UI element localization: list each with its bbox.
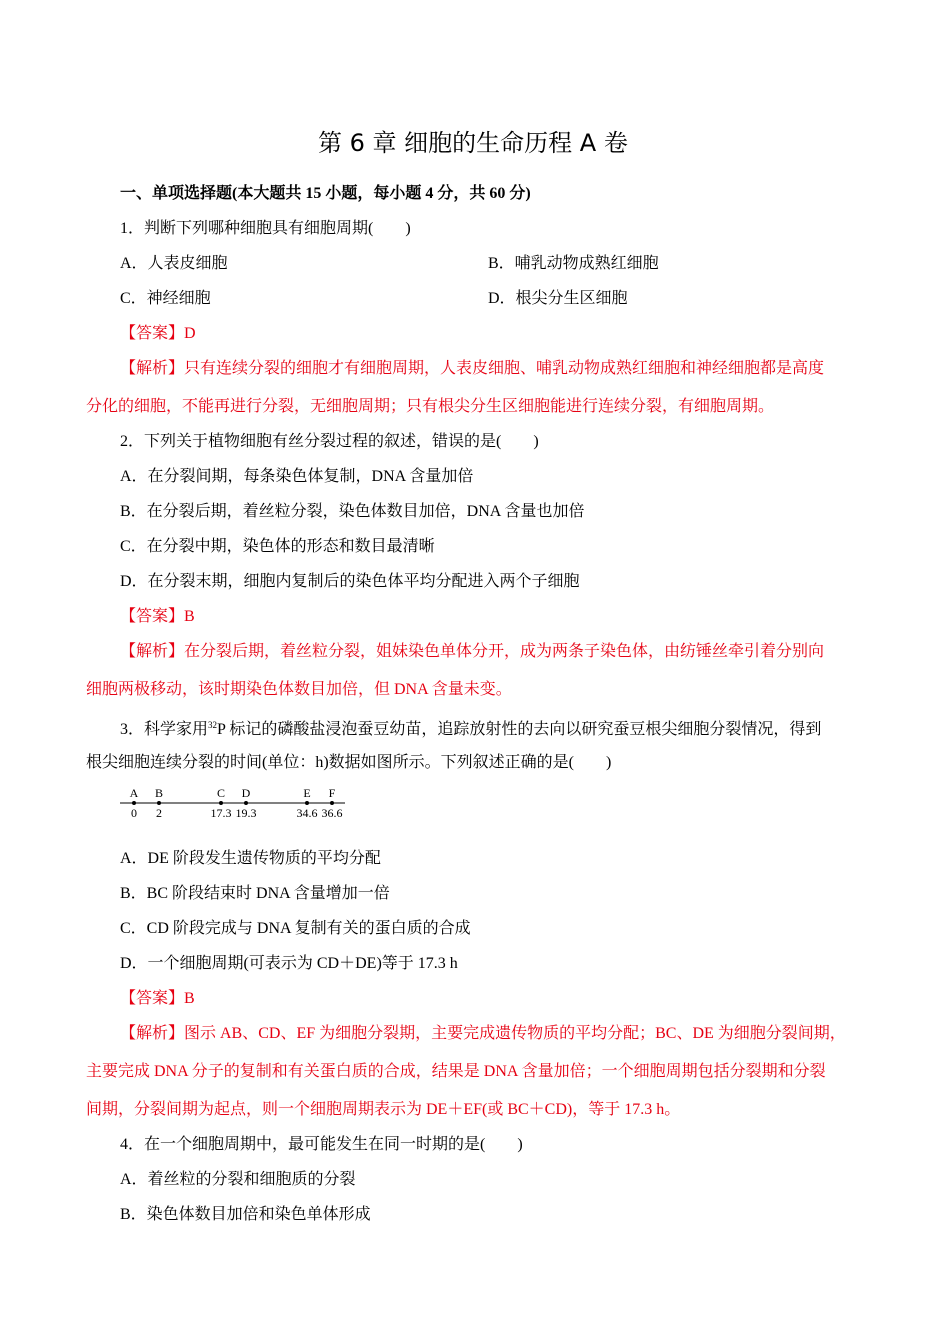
stem-text: 3．科学家用 [120,721,209,738]
timeline-value: 34.6 [296,806,318,820]
q3-option-c: C．CD 阶段完成与 DNA 复制有关的蛋白质的合成 [120,920,471,937]
q3-analysis-line: 【解析】图示 AB、CD、EF 为细胞分裂期，主要完成遗传物质的平均分配；BC、DE 为细胞分裂间期， [120,1025,846,1042]
q3-analysis-line: 间期，分裂间期为起点，则一个细胞周期表示为 DE＋EF(或 BC＋CD)，等于 17.3 h。 [86,1101,681,1118]
q2-option-d: D．在分裂末期，细胞内复制后的染色体平均分配进入两个子细胞 [120,573,580,590]
q2-analysis-line: 【解析】在分裂后期，着丝粒分裂，姐妹染色单体分开，成为两条子染色体，由纺锤丝牵引着分别向 [120,643,825,660]
q4-option-b: B．染色体数目加倍和染色单体形成 [120,1206,371,1223]
timeline-value: 36.6 [321,806,343,820]
timeline-label: F [328,786,336,800]
timeline-point [132,801,136,805]
timeline-value: 0 [131,806,137,820]
timeline-label: D [241,786,251,800]
q1-option-a: A．人表皮细胞 [120,255,228,272]
timeline-point [305,801,309,805]
q2-analysis-line: 细胞两极移动，该时期染色体数目加倍，但 DNA 含量未变。 [86,681,512,698]
q3-answer: 【答案】B [120,990,195,1007]
page-title: 第 6 章 细胞的生命历程 A 卷 [318,129,628,157]
question-3-stem-cont: 根尖细胞连续分裂的时间(单位：h)数据如图所示。下列叙述正确的是( ) [86,754,612,771]
timeline-point [157,801,161,805]
stem-text: P 标记的磷酸盐浸泡蚕豆幼苗，追踪放射性的去向以研究蚕豆根尖细胞分裂情况，得到 [217,721,822,738]
question-2-stem: 2．下列关于植物细胞有丝分裂过程的叙述，错误的是( ) [120,433,539,450]
q2-option-a: A．在分裂间期，每条染色体复制，DNA 含量加倍 [120,468,474,485]
timeline-label: E [303,786,311,800]
superscript: 32 [208,720,218,730]
q1-answer: 【答案】D [120,325,196,342]
timeline-value: 2 [156,806,162,820]
q1-analysis-line: 【解析】只有连续分裂的细胞才有细胞周期，人表皮细胞、哺乳动物成熟红细胞和神经细胞都是高度 [120,360,825,377]
question-1-stem: 1．判断下列哪种细胞具有细胞周期( ) [120,220,411,237]
timeline-point [330,801,334,805]
question-4-stem: 4．在一个细胞周期中，最可能发生在同一时期的是( ) [120,1136,523,1153]
q2-option-b: B．在分裂后期，着丝粒分裂，染色体数目加倍，DNA 含量也加倍 [120,503,585,520]
q1-option-d: D．根尖分生区细胞 [488,290,628,307]
timeline-label: B [154,786,164,800]
q3-option-b: B．BC 阶段结束时 DNA 含量增加一倍 [120,885,390,902]
q1-analysis-line: 分化的细胞，不能再进行分裂，无细胞周期；只有根尖分生区细胞能进行连续分裂，有细胞周期。 [86,398,775,415]
section-heading: 一、单项选择题(本大题共 15 小题，每小题 4 分，共 60 分) [120,185,531,202]
q4-option-a: A．着丝粒的分裂和细胞质的分裂 [120,1171,356,1188]
q3-option-d: D．一个细胞周期(可表示为 CD＋DE)等于 17.3 h [120,955,458,972]
question-3-stem [120,715,821,740]
timeline-value: 19.3 [235,806,257,820]
timeline-value: 17.3 [210,806,232,820]
q2-answer: 【答案】B [120,608,195,625]
cell-cycle-timeline-diagram [120,786,350,822]
q3-analysis-line: 主要完成 DNA 分子的复制和有关蛋白质的合成，结果是 DNA 含量加倍；一个细胞周期包括分裂期和分裂 [86,1063,826,1080]
q1-option-c: C．神经细胞 [120,290,211,307]
timeline-point [219,801,223,805]
timeline-label: A [129,786,139,800]
q2-option-c: C．在分裂中期，染色体的形态和数目最清晰 [120,538,435,555]
q1-option-b: B．哺乳动物成熟红细胞 [488,255,659,272]
timeline-point [244,801,248,805]
q3-option-a: A．DE 阶段发生遗传物质的平均分配 [120,850,381,867]
timeline-label: C [216,786,226,800]
